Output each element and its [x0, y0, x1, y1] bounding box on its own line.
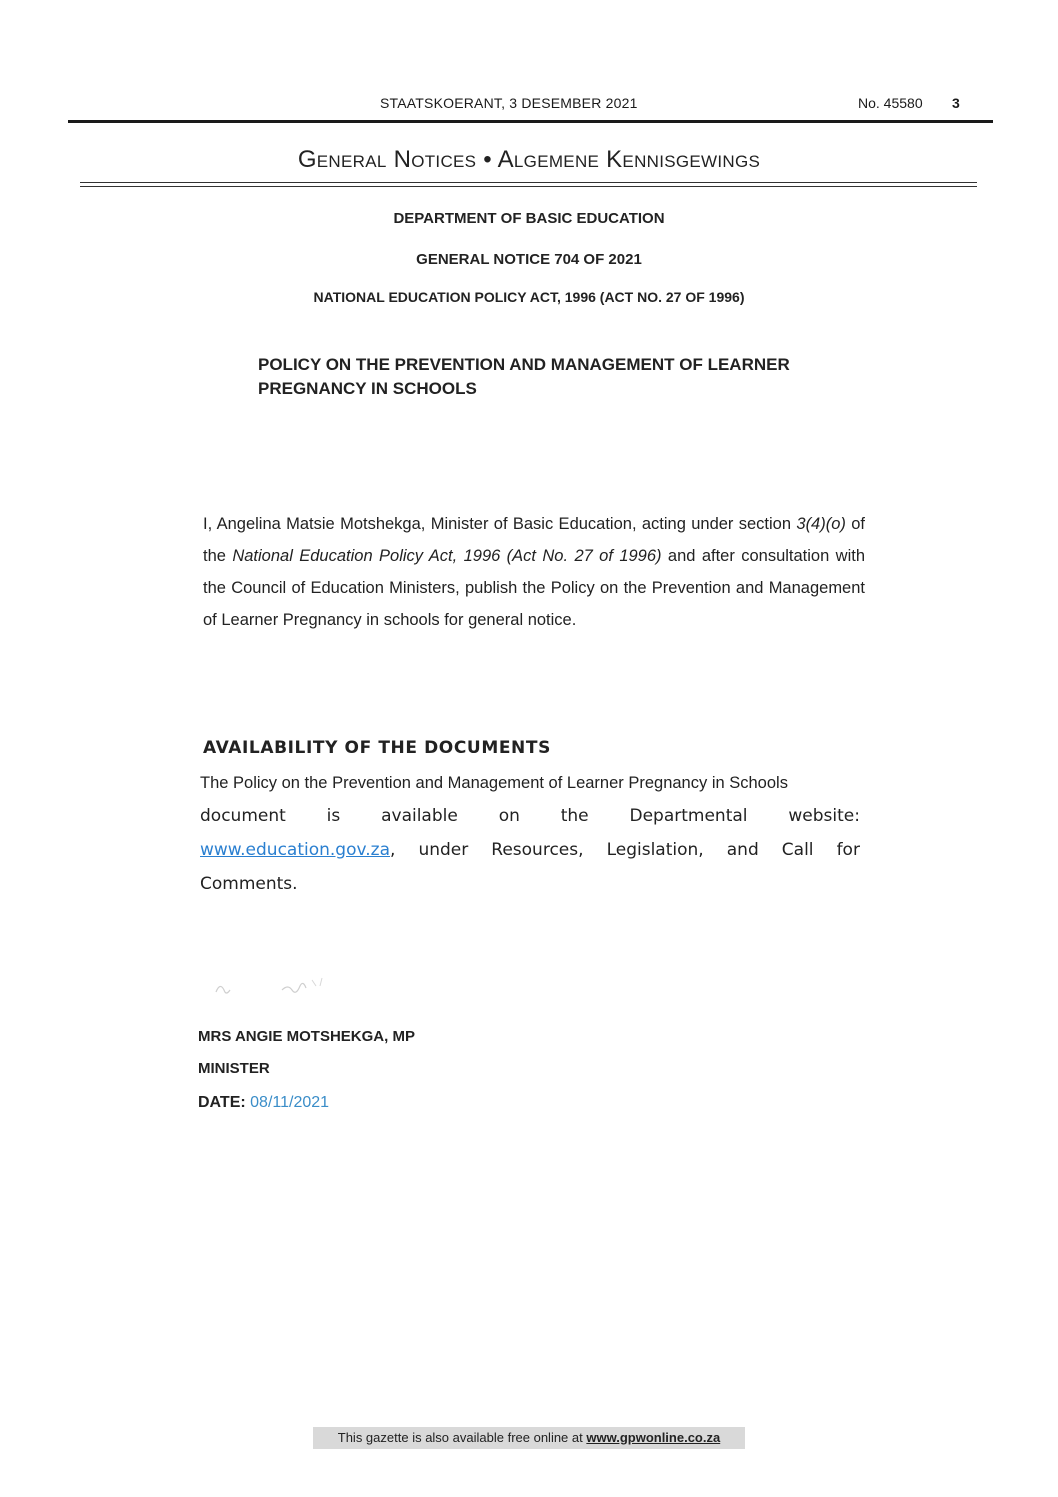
footer-banner [313, 1427, 745, 1449]
word: , [390, 840, 396, 860]
availability-line-4: Comments. [200, 874, 298, 894]
word: for [836, 840, 860, 860]
word: Legislation, [606, 840, 704, 860]
word: under [418, 840, 469, 860]
footer-url-link[interactable]: www.gpwonline.co.za [586, 1430, 721, 1445]
word: and [726, 840, 759, 860]
word: on [498, 806, 520, 826]
availability-line-1: The Policy on the Prevention and Management of Learner Pregnancy in Schools [200, 774, 788, 792]
footer-text: This gazette is also available free online at [337, 1430, 587, 1445]
availability-line-2 [200, 806, 860, 826]
policy-title: POLICY ON THE PREVENTION AND MANAGEMENT OF LEARNER PREGNANCY IN SCHOOLS [258, 355, 790, 398]
word: Call [781, 840, 814, 860]
act-reference: National Education Policy Act, 1996 (Act No. 27 of 1996) [232, 547, 662, 565]
date-value: 08/11/2021 [250, 1094, 330, 1111]
date-label: DATE: [198, 1094, 251, 1111]
page-number: 3 [952, 95, 960, 111]
word: website: [788, 806, 860, 826]
notice-number: GENERAL NOTICE 704 OF 2021 [416, 251, 642, 268]
department-website-link[interactable]: www.education.gov.za [200, 840, 390, 860]
gazette-number: No. 45580 [858, 95, 923, 111]
paragraph-part-1: I, Angelina Matsie Motshekga, Minister of Basic Education, acting under section [203, 515, 792, 533]
signature-mark [212, 972, 342, 1002]
section-reference: 3(4)(o) [796, 515, 846, 533]
minister-role: MINISTER [198, 1060, 270, 1077]
minister-name: MRS ANGIE MOTSHEKGA, MP [198, 1028, 415, 1045]
department-heading: DEPARTMENT OF BASIC EDUCATION [393, 210, 665, 227]
gazette-title: STAATSKOERANT, 3 DESEMBER 2021 [380, 95, 638, 111]
word: the [560, 806, 589, 826]
section-rule-top [80, 182, 977, 183]
link-group [200, 840, 395, 860]
word: is [326, 806, 341, 826]
word: Departmental [629, 806, 748, 826]
word: Resources, [491, 840, 584, 860]
act-title: NATIONAL EDUCATION POLICY ACT, 1996 (ACT NO. 27 OF 1996) [313, 289, 745, 305]
date-row [198, 1094, 329, 1112]
word: document [200, 806, 286, 826]
section-rule-bottom [80, 186, 977, 187]
section-title: General Notices • Algemene Kennisgewings [297, 146, 761, 173]
paragraph-part-3: and after consultation with the Council of Education Ministers, publish the Policy on the Prevention and Management of Learner Pregnancy in schools for general notice. [203, 547, 865, 629]
availability-line-3 [200, 840, 860, 860]
header-rule [68, 120, 993, 123]
availability-heading: AVAILABILITY OF THE DOCUMENTS [203, 738, 551, 758]
word: available [381, 806, 458, 826]
paragraph-part-2: of the [203, 515, 865, 565]
notice-paragraph [203, 508, 865, 636]
